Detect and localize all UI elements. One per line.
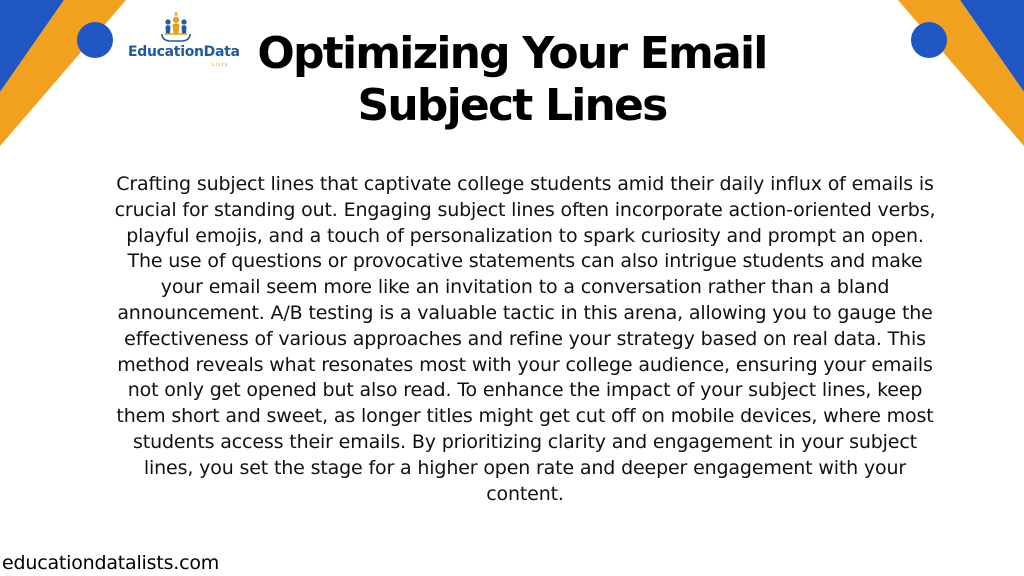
top-left-corner-decoration	[0, 0, 140, 150]
logo-name: EducationData	[128, 44, 240, 60]
corner-blue-circle	[77, 22, 113, 58]
corner-decoration-icon	[0, 0, 140, 150]
logo-subtitle: Lists	[212, 62, 229, 68]
corner-blue-circle	[911, 22, 947, 58]
slide-title: Optimizing Your Email Subject Lines	[257, 28, 767, 131]
body-paragraph: Crafting subject lines that captivate college students amid their daily influx of emails is crucial for standing out. Engaging subject lines often incorporate action-oriented verbs, playful emojis, and a touch of personalization to spark curiosity and prompt an open. The use of questions or provocative statements can also intrigue students and make your email seem more like an invitation to a conversation rather than a bland announcement. A/B testing is a valuable tactic in this arena, allowing you to gauge the effectiveness of various approaches and refine your strategy based on real data. This method reveals what resonates most with your college audience, ensuring your emails not only get opened but also read. To enhance the impact of your subject lines, keep them short and sweet, as longer titles might get cut off on mobile devices, where most students access their emails. By prioritizing clarity and engagement in your subject lines, you set the stage for a higher open rate and deeper engagement with your content.	[114, 173, 936, 505]
footer-url: educationdatalists.com	[2, 552, 220, 574]
top-right-corner-decoration	[884, 0, 1024, 150]
graduation-people-icon	[158, 8, 194, 44]
corner-decoration-icon	[884, 0, 1024, 150]
